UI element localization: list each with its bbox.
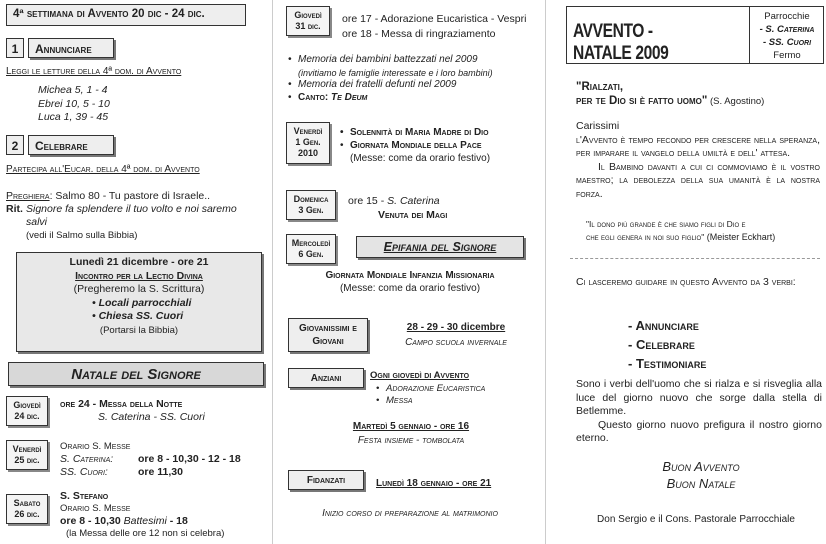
lectio-title: Incontro per la Lectio Divina	[75, 269, 203, 282]
giornata-infanzia: Giornata Mondiale Infanzia Missionaria (Messe: come da orario festivo)	[325, 270, 495, 294]
fidanzati-text: Inizio corso di preparazione al matrimonio	[322, 508, 498, 519]
page-title: AVVENTO - NATALE 2009	[573, 21, 669, 64]
parishes: Parrocchie - S. Caterina - SS. Cuori Fermo	[759, 11, 815, 61]
preghiera-label: Preghiera	[6, 190, 50, 202]
memorial-item-2: • Memoria dei fratelli defunti nel 2009	[286, 79, 536, 92]
event-26dic: S. Stefano Orario S. Messe ore 8 - 10,30 Battesimi - 18 (la Messa delle ore 12 non si celebra)	[60, 490, 225, 539]
lectio-place-2: • Chiesa SS. Cuori	[92, 310, 184, 322]
title-frame	[566, 6, 824, 64]
intro-text: Carissimi l'Avvento è tempo fecondo per crescere nella speranza, per imparare il vangelo della umiltà e dell' attesa. Il Bambino davanti a cui ci commoviamo è il vostro maestro; la debolezza della sua umanità è la nostra forza.	[576, 120, 820, 200]
wishes: Buon Avvento Buon Natale	[662, 459, 740, 491]
date-box-31dic: Giovedì 31 dic.	[286, 6, 330, 36]
date-box-1gen: Venerdì 1 Gen. 2010	[286, 122, 330, 164]
signature: Don Sergio e il Cons. Pastorale Parrocchiale	[597, 514, 795, 525]
column-right	[548, 0, 826, 544]
rit-note: (vedi il Salmo sulla Bibbia)	[26, 230, 138, 241]
date-box-6gen: Mercoledì 6 Gen.	[286, 234, 336, 264]
column-left	[0, 0, 272, 544]
lectio-box	[16, 252, 262, 352]
eucharist-link: Partecipa all'Eucar. della 4ª dom. di Avvento	[6, 164, 200, 175]
preghiera-block	[6, 190, 246, 242]
lectio-sub: (Pregheremo la S. Scrittura)	[73, 283, 205, 295]
section-title-annunciare: Annunciare	[28, 38, 114, 58]
verbs-list: - Annunciare - Celebrare - Testimoniare	[628, 318, 707, 371]
lectio-date: Lunedì 21 dicembre - ore 21	[69, 256, 209, 268]
event-24dic-line2: S. Caterina - SS. Cuori	[98, 411, 205, 423]
quote-agostino: "Rialzati, per te Dio si è fatto uomo" (S. Agostino)	[576, 81, 765, 107]
memorial-item-1: • Memoria dei bambini battezzati nel 2009 (invitiamo le famiglie interessate e i loro bambini)	[286, 54, 536, 79]
closing-text: Sono i verbi dell'uomo che si rialza e si risveglia alla luce del giorno nuovo che sorge dalla stella di Betlemme. Questo giorno nuovo prefigura il nostro giorno eterno.	[576, 378, 822, 444]
quote-eckhart: "Il dono più grande è che siamo figli di Dio e che egli genera in noi suo figlio" (Meister Eckhart)	[586, 219, 776, 242]
column-divider-2	[545, 0, 546, 544]
event-tombolata: Martedì 5 gennaio - ore 16 Festa insieme - tombolata	[352, 421, 470, 446]
reading-3: Luca 1, 39 - 45	[38, 111, 109, 123]
readings-list	[38, 84, 110, 125]
event-26dic-title: S. Stefano	[60, 490, 109, 502]
event-25dic-orario: Orario S. Messe	[60, 441, 131, 452]
anziani-box: Anziani	[288, 368, 364, 388]
event-24dic	[60, 398, 205, 424]
memorial-item-3: • Canto: Te Deum	[286, 92, 536, 105]
date-box-26dic: Sabato 26 dic.	[6, 494, 48, 524]
event-1gen: • Solennità di Maria Madre di Dio • Giornata Mondiale della Pace (Messe: come da orario festivo)	[338, 126, 538, 165]
event-25dic: Orario S. Messe S. Caterina: ore 8 - 10,30 - 12 - 18 SS. Cuori: ore 11,30	[60, 441, 241, 478]
section-title-celebrare: Celebrare	[28, 135, 114, 155]
memorial-list	[286, 54, 536, 104]
event-giovani: 28 - 29 - 30 dicembre Campo scuola invernale	[405, 322, 507, 348]
event-3gen: ore 15 - S. Caterina Venuta dei Magi	[348, 195, 448, 221]
lectio-place-1: • Locali parrocchiali	[92, 296, 192, 309]
column-divider-1	[272, 0, 273, 544]
epifania-title: Epifania del Signore	[356, 236, 524, 258]
event-31dic: ore 17 - Adorazione Eucaristica - Vespri ore 18 - Messa di ringraziamento	[342, 13, 527, 40]
separator	[570, 258, 820, 259]
column-middle	[276, 0, 542, 544]
week-header: 4ª settimana di Avvento 20 dic - 24 dic.	[6, 4, 246, 26]
event-24dic-line1: ore 24 - Messa della Notte	[60, 398, 183, 410]
fidanzati-date: Lunedì 18 gennaio - ore 21	[376, 478, 492, 489]
lectio-note: (Portarsi la Bibbia)	[99, 324, 179, 336]
rit-text: Signore fa splendere il tuo volto e noi saremo salvi	[26, 203, 237, 228]
guide-text: Ci lasceremo guidare in questo Avvento da 3 verbi:	[576, 276, 796, 288]
fidanzati-box: Fidanzati	[288, 470, 364, 490]
giovani-box: Giovanissimi e Giovani	[288, 318, 368, 352]
date-box-3gen: Domenica 3 Gen.	[286, 190, 336, 220]
date-box-25dic: Venerdì 25 dic.	[6, 440, 48, 470]
preghiera-text: : Salmo 80 - Tu pastore di Israele..	[49, 190, 211, 202]
readings-link: Leggi le letture della 4ª dom. di Avvento	[6, 66, 182, 77]
natale-title: Natale del Signore	[8, 362, 264, 386]
section-number-2: 2	[6, 135, 24, 155]
section-number-1: 1	[6, 38, 24, 58]
rit-label: Rit.	[6, 203, 23, 215]
event-anziani: Ogni giovedì di Avvento • Adorazione Eucaristica • Messa	[370, 370, 540, 408]
date-box-24dic: Giovedì 24 dic.	[6, 396, 48, 426]
reading-1: Michea 5, 1 - 4	[38, 84, 108, 96]
reading-2: Ebrei 10, 5 - 10	[38, 97, 110, 110]
